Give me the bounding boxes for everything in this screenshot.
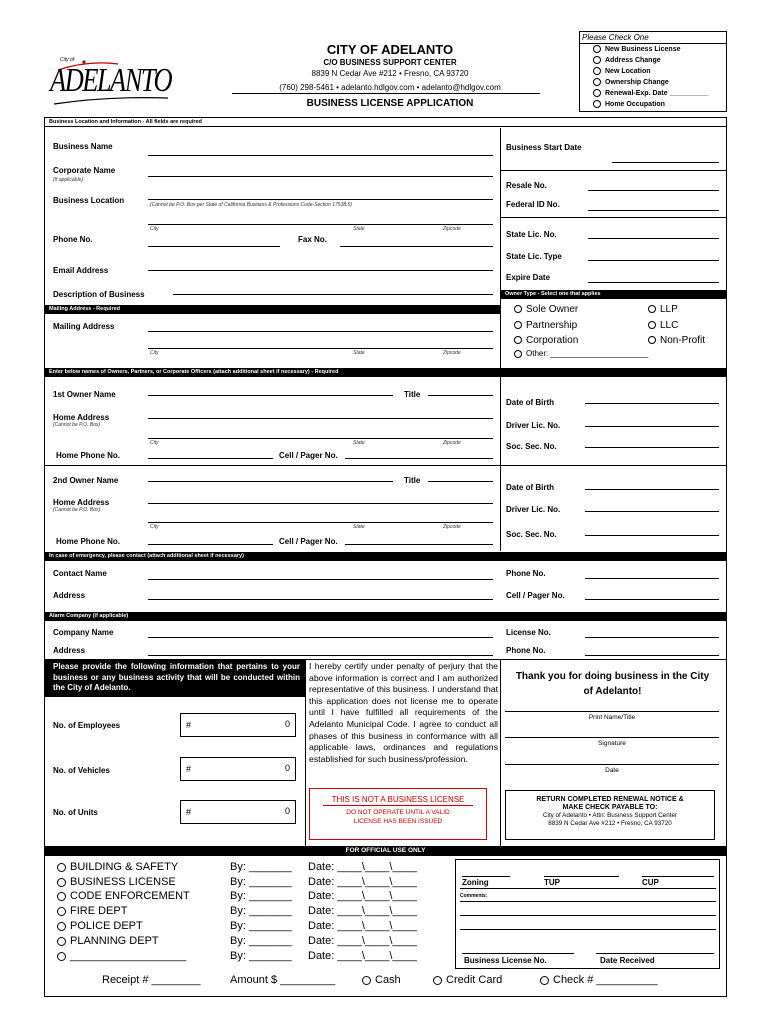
fax-field[interactable] — [340, 246, 493, 247]
comments-line-1[interactable] — [460, 901, 716, 902]
logo-small-text: City of — [60, 57, 75, 63]
mailing-state-caption: State — [353, 350, 365, 356]
radio-icon — [593, 45, 601, 53]
dept-planning[interactable]: PLANNING DEPT — [57, 935, 159, 947]
section-business-location: Business Location and Information - All fields are required — [45, 118, 726, 127]
section-owner-type: Owner Type - Select one that applies — [501, 290, 726, 299]
state-lic-type-label: State Lic. Type — [506, 252, 562, 261]
date-field-3[interactable]: Date: ____\____\____ — [308, 890, 417, 902]
payment-cash[interactable]: Cash — [362, 974, 401, 986]
header-contact: (760) 298-5461 • adelanto.hdlgov.com • adelanto@hdlgov.com — [279, 83, 501, 92]
owner1-home-phone-field[interactable] — [148, 458, 273, 459]
zip-caption: Zipcode — [443, 226, 461, 232]
radio-icon — [593, 56, 601, 64]
fax-label: Fax No. — [298, 235, 327, 244]
location-city-field[interactable] — [148, 224, 493, 225]
vehicles-value: 0 — [284, 763, 290, 773]
business-name-field[interactable] — [148, 155, 493, 156]
radio-icon — [433, 976, 442, 985]
units-value: 0 — [284, 806, 290, 816]
emergency-phone-label: Phone No. — [506, 569, 546, 578]
date-field-5[interactable]: Date: ____\____\____ — [308, 920, 417, 932]
owner2-name-field[interactable] — [148, 481, 393, 482]
signature-field[interactable] — [505, 737, 719, 738]
employees-value: 0 — [284, 719, 290, 729]
owner2-dob-field[interactable] — [585, 489, 719, 490]
mailing-city-caption: City — [150, 350, 159, 356]
alarm-phone-label: Phone No. — [506, 646, 546, 655]
by-field-1[interactable]: By: _______ — [230, 861, 292, 873]
radio-icon — [593, 100, 601, 108]
owner1-state-caption: State — [353, 440, 365, 446]
owner2-zip-caption: Zipcode — [443, 524, 461, 530]
company-name-label: Company Name — [53, 628, 114, 637]
units-input[interactable] — [180, 800, 296, 824]
owner2-title-label: Title — [404, 476, 421, 485]
radio-icon — [648, 305, 656, 313]
location-note: (Cannot be P.O. Box per State of California Business & Professions Code-Section 17538.5) — [150, 202, 352, 208]
radio-icon — [514, 336, 522, 344]
return-line3: City of Adelanto • Attn: Business Support Center — [542, 812, 678, 819]
owner1-dob-field[interactable] — [585, 403, 719, 404]
alarm-address-field[interactable] — [148, 655, 493, 656]
section-official-use: FOR OFFICIAL USE ONLY — [45, 846, 726, 856]
payment-credit-card[interactable]: Credit Card — [433, 974, 502, 986]
owner1-zip-caption: Zipcode — [443, 440, 461, 446]
by-field-5[interactable]: By: _______ — [230, 920, 292, 932]
federal-id-label: Federal ID No. — [506, 200, 560, 209]
logo-text: ADELANTO — [50, 62, 172, 99]
alarm-license-label: License No. — [506, 628, 551, 637]
contact-name-field[interactable] — [148, 579, 493, 580]
radio-icon — [57, 878, 66, 887]
owner2-name-label: 2nd Owner Name — [53, 476, 119, 485]
start-date-label: Business Start Date — [506, 143, 582, 152]
corporate-name-label: Corporate Name — [53, 166, 116, 175]
radio-icon — [57, 922, 66, 931]
owner-type-llc[interactable]: LLC — [648, 320, 678, 331]
owner2-cell-label: Cell / Pager No. — [279, 537, 338, 546]
emergency-cell-field[interactable] — [585, 599, 719, 600]
info-box-text: Please provide the following information that pertains to your business or any business activity that will be conducted within the City of Adelanto. — [45, 660, 305, 697]
vehicles-label: No. of Vehicles — [53, 766, 110, 775]
owner2-ssn-field[interactable] — [585, 535, 719, 536]
owner-type-other[interactable]: Other: ______________________ — [514, 349, 648, 358]
notice-line2: LICENSE HAS BEEN ISSUED — [353, 818, 443, 825]
resale-field[interactable] — [588, 190, 719, 191]
owner2-home-address-label: Home Address — [53, 498, 110, 507]
state-lic-type-field[interactable] — [588, 260, 719, 261]
radio-icon — [57, 863, 66, 872]
owner1-city-field[interactable] — [148, 438, 493, 439]
owner1-name-field[interactable] — [148, 395, 393, 396]
owner2-home-address-field[interactable] — [148, 503, 493, 504]
form-title: BUSINESS LICENSE APPLICATION — [306, 98, 474, 109]
business-license-no-field[interactable] — [462, 953, 574, 954]
mailing-address-label: Mailing Address — [53, 322, 115, 331]
notice-line1: DO NOT OPERATE UNTIL A VALID — [346, 809, 450, 816]
header-address: 8839 N Cedar Ave #212 • Fresno, CA 93720 — [311, 69, 469, 78]
dept-code-enforcement[interactable]: CODE ENFORCEMENT — [57, 890, 190, 902]
employees-input[interactable] — [180, 713, 296, 737]
radio-icon — [57, 952, 66, 961]
dept-business-license[interactable]: BUSINESS LICENSE — [57, 876, 176, 888]
business-location-field[interactable] — [148, 199, 493, 200]
units-hash: # — [186, 807, 192, 817]
by-field-2[interactable]: By: _______ — [230, 876, 292, 888]
state-lic-field[interactable] — [588, 238, 719, 239]
by-field-4[interactable]: By: _______ — [230, 905, 292, 917]
emergency-phone-field[interactable] — [585, 578, 719, 579]
resale-label: Resale No. — [506, 181, 547, 190]
comments-line-3[interactable] — [460, 929, 716, 930]
section-alarm: Alarm Company (if applicable) — [45, 612, 726, 621]
radio-icon — [593, 78, 601, 86]
owner-type-partnership[interactable]: Partnership — [514, 320, 577, 331]
print-name-field[interactable] — [505, 711, 719, 712]
check-new-location[interactable]: New Location — [593, 67, 651, 75]
owner2-title-field[interactable] — [428, 481, 493, 482]
city-caption: City — [150, 226, 159, 232]
owner1-name-label: 1st Owner Name — [53, 390, 116, 399]
zoning-label: Zoning — [462, 878, 489, 887]
state-caption: State — [353, 226, 365, 232]
certification-text: I hereby certify under penalty of perjury that the above information is correct and I am authorized representative of this business. I understand that this application does not license me to operate until I have fulfilled all requirements of the Adelanto Municipal Code. I agree to conduct all phases of this business in conformance with all applicable laws, ordinances and regulations established for such business/profession. — [309, 661, 498, 764]
federal-id-field[interactable] — [588, 210, 719, 211]
owner-type-corporation[interactable]: Corporation — [514, 335, 578, 346]
business-license-no-label: Business License No. — [464, 956, 547, 965]
radio-icon — [57, 892, 66, 901]
owner1-dob-label: Date of Birth — [506, 398, 554, 407]
phone-label: Phone No. — [53, 235, 93, 244]
owner1-city-caption: City — [150, 440, 159, 446]
if-applicable-note: (If applicable) — [53, 177, 84, 183]
alarm-phone-field[interactable] — [585, 655, 719, 656]
radio-icon — [648, 336, 656, 344]
mailing-zip-caption: Zipcode — [443, 350, 461, 356]
receipt-field[interactable]: Receipt # ________ — [102, 974, 201, 986]
check-address-change[interactable]: Address Change — [593, 56, 661, 64]
description-field[interactable] — [173, 294, 493, 295]
radio-icon — [514, 350, 522, 358]
owner2-ssn-label: Soc. Sec. No. — [506, 530, 557, 539]
by-field-6[interactable]: By: _______ — [230, 935, 292, 947]
radio-icon — [57, 937, 66, 946]
return-line4: 8839 N Cedar Ave #212 • Fresno, CA 93720 — [548, 820, 672, 827]
radio-icon — [362, 976, 371, 985]
print-name-caption: Print Name/Title — [588, 714, 636, 721]
dept-other[interactable]: ___________________ — [57, 950, 186, 962]
radio-icon — [648, 321, 656, 329]
owner1-home-address-label: Home Address — [53, 413, 110, 422]
owner2-driver-label: Driver Lic. No. — [506, 505, 561, 514]
by-field-3[interactable]: By: _______ — [230, 890, 292, 902]
return-line1: RETURN COMPLETED RENEWAL NOTICE & — [536, 796, 684, 803]
owner2-no-po-note: (Cannot be P.O. Box) — [53, 507, 101, 513]
support-center: C/O BUSINESS SUPPORT CENTER — [323, 58, 457, 67]
owner-type-sole[interactable]: Sole Owner — [514, 304, 578, 315]
owner2-cell-field[interactable] — [345, 544, 493, 545]
city-logo — [48, 52, 173, 107]
check-home-occupation[interactable]: Home Occupation — [593, 100, 665, 108]
return-box — [505, 790, 715, 840]
owner2-home-phone-field[interactable] — [148, 544, 273, 545]
units-label: No. of Units — [53, 808, 98, 817]
owner1-cell-label: Cell / Pager No. — [279, 451, 338, 460]
description-label: Description of Business — [53, 290, 145, 299]
owner1-home-address-field[interactable] — [148, 418, 493, 419]
radio-icon — [593, 67, 601, 75]
employees-label: No. of Employees — [53, 721, 121, 730]
owner1-no-po-note: (Cannot be P.O. Box) — [53, 422, 101, 428]
expire-date-label: Expire Date — [506, 273, 551, 282]
not-a-license-notice — [309, 788, 487, 840]
city-title: CITY OF ADELANTO — [326, 42, 454, 57]
owner1-driver-label: Driver Lic. No. — [506, 421, 561, 430]
employees-hash: # — [186, 720, 192, 730]
date-field-6[interactable]: Date: ____\____\____ — [308, 935, 417, 947]
comments-line-2[interactable] — [460, 915, 716, 916]
email-label: Email Address — [53, 266, 109, 275]
business-name-label: Business Name — [53, 142, 113, 151]
check-new-license[interactable]: New Business License — [593, 45, 680, 53]
date-field-7[interactable]: Date: ____\____\____ — [308, 950, 417, 962]
alarm-address-label: Address — [53, 646, 86, 655]
comments-label: Comments: — [460, 893, 488, 899]
radio-icon — [57, 907, 66, 916]
amount-field[interactable]: Amount $ _________ — [230, 974, 336, 986]
corporate-name-field[interactable] — [148, 176, 493, 177]
emergency-cell-label: Cell / Pager No. — [506, 591, 565, 600]
owner2-city-field[interactable] — [148, 522, 493, 523]
date-field-1[interactable]: Date: ____\____\____ — [308, 861, 417, 873]
payment-check[interactable]: Check # __________ — [540, 974, 658, 986]
mailing-city-field[interactable] — [148, 348, 493, 349]
email-field[interactable] — [148, 270, 493, 271]
section-emergency: In case of emergency, please contact (attach additional sheet if necessary) — [45, 552, 726, 561]
owner1-title-label: Title — [404, 390, 421, 399]
vehicles-input[interactable] — [180, 757, 296, 781]
cup-label: CUP — [642, 878, 659, 887]
owner1-ssn-label: Soc. Sec. No. — [506, 442, 557, 451]
owner-type-nonprofit[interactable]: Non-Profit — [648, 335, 705, 346]
radio-icon — [593, 89, 601, 97]
radio-icon — [514, 305, 522, 313]
thank-you-text: Thank you for doing business in the City of Adelanto! — [515, 671, 710, 697]
radio-icon — [540, 976, 549, 985]
phone-field[interactable] — [148, 246, 280, 247]
dept-building-safety[interactable]: BUILDING & SAFETY — [57, 861, 178, 873]
owner2-city-caption: City — [150, 524, 159, 530]
date-received-field[interactable] — [596, 953, 714, 954]
owner1-title-field[interactable] — [428, 395, 493, 396]
mailing-address-field[interactable] — [148, 331, 493, 332]
date-field-4[interactable]: Date: ____\____\____ — [308, 905, 417, 917]
state-lic-label: State Lic. No. — [506, 230, 557, 239]
owner1-home-phone-label: Home Phone No. — [56, 451, 121, 460]
vehicles-hash: # — [186, 764, 192, 774]
check-ownership-change[interactable]: Ownership Change — [593, 78, 669, 86]
owner-type-llp[interactable]: LLP — [648, 304, 678, 315]
dept-police[interactable]: POLICE DEPT — [57, 920, 143, 932]
start-date-field[interactable] — [612, 162, 719, 163]
emergency-address-field[interactable] — [148, 599, 493, 600]
owner1-driver-field[interactable] — [585, 426, 719, 427]
owner2-state-caption: State — [353, 524, 365, 530]
contact-name-label: Contact Name — [53, 569, 107, 578]
check-renewal[interactable]: Renewal-Exp. Date __________ — [593, 89, 709, 97]
owner2-dob-label: Date of Birth — [506, 483, 554, 492]
owner2-driver-field[interactable] — [585, 511, 719, 512]
dept-fire[interactable]: FIRE DEPT — [57, 905, 127, 917]
date-received-label: Date Received — [600, 956, 655, 965]
company-name-field[interactable] — [148, 637, 493, 638]
by-field-7[interactable]: By: _______ — [230, 950, 292, 962]
owner2-home-phone-label: Home Phone No. — [56, 537, 121, 546]
owner1-ssn-field[interactable] — [585, 447, 719, 448]
expire-date-field[interactable] — [588, 282, 719, 283]
date-field[interactable] — [505, 764, 719, 765]
tup-label: TUP — [544, 878, 560, 887]
owner1-cell-field[interactable] — [345, 458, 493, 459]
business-location-label: Business Location — [53, 196, 125, 205]
date-field-2[interactable]: Date: ____\____\____ — [308, 876, 417, 888]
return-line2: MAKE CHECK PAYABLE TO: — [562, 804, 658, 811]
notice-title: THIS IS NOT A BUSINESS LICENSE — [331, 795, 465, 804]
radio-icon — [514, 321, 522, 329]
check-one-title: Please Check One — [580, 32, 726, 44]
section-owners: Enter below names of Owners, Partners, or Corporate Officers (attach additional sheet if necessary) - Required — [45, 368, 726, 377]
section-mailing: Mailing Address - Required — [45, 305, 500, 314]
date-caption: Date — [605, 767, 619, 774]
signature-caption: Signature — [598, 740, 626, 747]
alarm-license-field[interactable] — [585, 637, 719, 638]
emergency-address-label: Address — [53, 591, 86, 600]
